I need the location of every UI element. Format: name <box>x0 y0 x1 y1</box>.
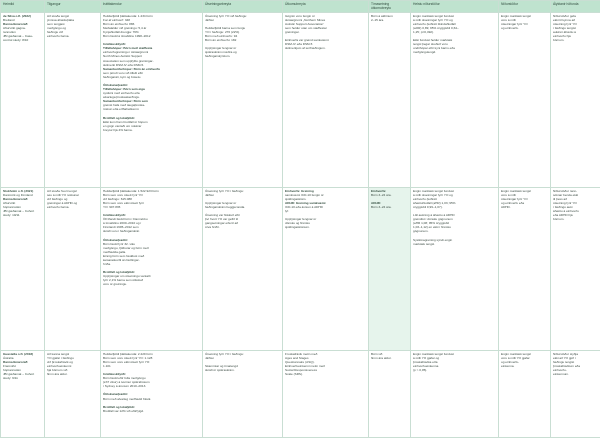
table-row <box>1 12 600 187</box>
cell-line: Engin marktæk tengsl fundust <box>413 14 496 18</box>
cell-line: á milli YO gjafar og <box>413 356 496 360</box>
cell-line: Afturvirkt gagna- <box>3 26 42 30</box>
cell-line: Einhverfa: Greining <box>285 189 366 193</box>
cell-line: gangsetningar eða til að <box>205 221 280 225</box>
cell-line: voru á milli <box>501 193 548 197</box>
cell-line: Þroskafrávik metin með <box>285 352 366 356</box>
cell-line: alvarlega þroskaskerðingu. <box>103 95 200 99</box>
study-cell <box>1 187 45 350</box>
cell-line: útsetningar fyrir YO <box>501 22 548 26</box>
cell-line: meðgöngu og <box>47 26 98 30</box>
cell-line: Heildarfjöldi þátttakenda: 1.234 börn <box>103 14 200 18</box>
cell-line: Tilfellahópur: Börn með staðfesta <box>103 46 200 50</box>
cell-line: einhverfu- <box>553 368 598 372</box>
cell-line: breytur hjá 4% barna. <box>103 128 200 132</box>
cell-line: sjúkraskrám mæðra og <box>205 50 280 54</box>
cell-line: Börn fædd eftir fulla meðgöngu <box>103 376 200 380</box>
cell-line: Að kanna tengsl <box>47 352 98 356</box>
cell-line: einkennum. <box>553 372 598 376</box>
cell-line: DSM-IV eða DSM-5 <box>285 42 366 46</box>
cell-line: við þroskafrávik og <box>47 360 98 364</box>
cell-line: Skammtar og tímalengd <box>205 364 280 368</box>
cell-line: einhverfu (leiðrétt <box>413 197 496 201</box>
cell-line: Ages and Stages <box>285 356 366 360</box>
study-cell <box>1 12 45 187</box>
cell-line: Börn sem voru ekki útsett fyrir YO: <box>103 360 200 364</box>
exposure-cell <box>203 12 283 187</box>
cell-line: study: 10/11 <box>3 213 42 217</box>
cell-line: gögnunum. <box>413 229 496 233</box>
cell-line: hóprannsókn <box>3 368 42 372</box>
cell-line: Börn sem voru útsett fyrir YO: 1.128 <box>103 356 200 360</box>
results-cell <box>499 187 551 350</box>
cell-line: Útsetning var flokkuð eftir <box>205 213 280 217</box>
cell-line: Einhverfa: <box>371 189 408 193</box>
cell-line: áhættu á einhverfu <box>553 209 598 213</box>
cell-line: Já/Nei <box>205 18 280 22</box>
cell-line: Börn við <box>371 352 408 356</box>
cell-line: fyrir 2,1% barna sem útilokuð <box>103 278 200 282</box>
conclusions-cell <box>551 350 600 437</box>
column-header-timing: Tímasetning útkomubreytu <box>369 1 411 13</box>
cell-line: til þess að <box>553 197 598 201</box>
cell-line: Útsetning fyrir YO við fæðingu: <box>205 14 280 18</box>
column-header-participants: Þátttakendur <box>101 1 203 13</box>
cell-line: Stokholm o.fl. (2021) <box>3 189 42 193</box>
cell-line: rannsókn <box>3 30 42 34</box>
purpose-cell <box>45 12 101 187</box>
cell-line: Börn með einhverfu: 94 <box>205 34 280 38</box>
main-findings-cell <box>411 350 499 437</box>
cell-line: Upplýsingar um útsetningu vantaði <box>103 274 200 278</box>
cell-line: Rannsóknarsnið: <box>3 360 42 364</box>
cell-line: Kynjahlutfall drengja: 76% <box>103 30 200 34</box>
cell-line: fæðingarskrám beggja landa. <box>205 205 280 209</box>
cell-line: Einhverfa var greind samkvæmt <box>285 38 366 42</box>
cell-line: control study: 8/10 <box>3 38 42 42</box>
column-header-main-findings: Helstu niðurstöður <box>411 1 499 13</box>
outcome-cell <box>283 12 369 187</box>
cell-line: hóprannsókn <box>3 205 42 209</box>
cell-line: Tilfellahópur: Börn sem eiga <box>103 87 200 91</box>
cell-line: Brottfall og lokafjöldi: <box>103 405 200 409</box>
cell-line: örva hríðir. <box>205 225 280 229</box>
exposure-cell <box>203 187 283 350</box>
cell-line: sóknar benda ekki <box>553 193 598 197</box>
cell-line: keisaraskurði án fæðingar- <box>103 258 200 262</box>
cell-line: við fæðingu: 615.088 <box>103 197 200 201</box>
cell-line: en gögn vantaði um nokkrar <box>103 124 200 128</box>
cell-line: (aOR) 0,89; 95% öryggisbil 0,64– <box>413 26 496 30</box>
cell-line: hjá börnum við <box>47 368 98 372</box>
cell-line: Afturvirkt <box>3 201 42 205</box>
cell-line: því hvort YO var gefið til <box>205 217 280 221</box>
cell-line: Börn án einhverfu: 182 <box>205 38 280 42</box>
cell-line: Útilokunarþættir: <box>103 238 200 242</box>
cell-line: Finnlandi 1995–2012 sem <box>103 225 200 229</box>
cell-line: (≥37 vikur) á tveimur sjúkrahúsum <box>103 380 200 384</box>
cell-line: greinst hafa með taugaþroska- <box>103 103 200 107</box>
column-header-conclusions: Ályktanir höfunda <box>551 1 600 13</box>
cell-line: Útilokunarþættir: <box>103 392 200 396</box>
cell-line: í Sydney á árunum 2010–2013. <box>103 384 200 388</box>
cell-line: YO í fæðingu: 276 (22%) <box>205 30 280 34</box>
timing-cell <box>369 350 411 437</box>
conclusions-cell <box>551 12 600 187</box>
outcome-cell <box>283 187 369 350</box>
cell-line: Útsetning fyrir YO í fæðingu: <box>205 189 280 193</box>
cell-line: ekki að YO gjöf í <box>553 356 598 360</box>
cell-line: séu á milli YO notkunar <box>47 193 98 197</box>
results-cell <box>499 350 551 437</box>
cell-line: á tímabilinu 2000–2010 og í <box>103 221 200 225</box>
cell-line: Börn án einhverfu: 886 <box>103 22 200 26</box>
conclusions-cell <box>551 187 600 350</box>
timing-cell <box>369 12 411 187</box>
cell-line: YO gjafar í fæðingu <box>47 356 98 360</box>
cell-line: meðgöngulengd. <box>413 50 496 54</box>
cell-line: Guastella o.fl. (2018) <box>3 352 42 356</box>
cell-line: voru á milli YO gjafar <box>501 356 548 360</box>
cell-line: ADHD: Greining samkvæmt <box>285 201 366 205</box>
cell-line: Útsetning fyrir YO í fæðingu: <box>205 352 280 356</box>
cell-line: Útilokunarþættir: <box>103 83 200 87</box>
cell-line: Einnig börn sem fæddust með <box>103 254 200 258</box>
cell-line: eða ADHD hjá <box>553 213 598 217</box>
purpose-cell <box>45 350 101 437</box>
cell-line: þroskafrávikum eða <box>553 364 598 368</box>
cell-line: Börn 3–24 ára. <box>371 193 408 197</box>
cell-line: Autistic Support Association“ <box>285 22 366 26</box>
cell-line: fæðingu tengist <box>553 360 598 364</box>
cell-line: við fæðingu og <box>47 197 98 201</box>
cell-line: einhverfu barna. <box>47 205 98 209</box>
cell-line: 1,03–1,12) en ekki í finnsku <box>413 225 496 229</box>
cell-line: 2–15 ára. <box>371 18 408 22</box>
table-row <box>1 187 600 350</box>
cell-line: röskun eða erfðaheilkenni. <box>103 107 200 111</box>
cell-line: og einhverfu eða <box>501 201 548 205</box>
cell-line: sjúklingaskránum. <box>285 225 366 229</box>
cell-line: skilmerki DSM-IV eða DSM-5. <box>103 63 200 67</box>
cell-line: Association sem uppfylltu greiningar- <box>103 59 200 63</box>
cell-line: þroskafrávika eða <box>413 360 496 364</box>
cell-line: fimm ára aldur. <box>47 372 98 376</box>
cell-line: Inntökuskilyrði: <box>103 213 200 217</box>
cell-line: börnum. <box>553 38 598 42</box>
cell-line: voru á milli <box>501 18 548 22</box>
cell-line: Questionnaire (ASQ). <box>285 360 366 364</box>
exposure-cell <box>203 350 283 437</box>
cell-line: Börn á aldrinum <box>371 14 408 18</box>
cell-line: Engin marktæk tengsl <box>501 352 548 356</box>
cell-line: Engin marktæk tengsl fundust <box>413 189 496 193</box>
purpose-cell <box>45 187 101 350</box>
cell-line: greiningar. <box>285 30 366 34</box>
cell-line: einhverfugreiningu í skráargrunni <box>103 50 200 54</box>
cell-line: North Mines Autistic Support <box>103 54 200 58</box>
cell-line: skráð voru í fæðingarskrár. <box>103 229 200 233</box>
cell-line: sjúklingaskrám. <box>285 197 366 201</box>
cell-line: einhverfueinkenni <box>47 364 98 368</box>
cell-line: sem tengjast <box>47 22 98 26</box>
cell-line: skráargrunni „Northern Mines <box>285 18 366 22</box>
cell-line: marktæk tengsl. <box>413 242 496 246</box>
cell-line: Bretland <box>3 18 42 22</box>
timing-cell <box>369 187 411 350</box>
cell-line: Að skoða hvort tengsl <box>47 189 98 193</box>
participants-cell <box>101 350 203 437</box>
cell-line: einhverfu hjá <box>553 34 598 38</box>
cell-line: Börn 3–24 ára. <box>371 205 408 209</box>
cell-line: Inntökuskilyrði: <box>103 42 200 46</box>
cell-line: ICD-10 eða ávísun á ADHD <box>285 205 366 209</box>
cell-line: Öll lifandi fædd börn í Danmörku <box>103 217 200 221</box>
cell-line: undirhópar eftir kyni barns eða <box>413 46 496 50</box>
cell-line: Brottfall og lokafjöldi: <box>103 116 200 120</box>
cell-line: Brottfall og lokafjöldi: <box>103 270 200 274</box>
column-header-exposure: Útsetningarbreyta <box>203 1 283 13</box>
cell-line: Samanburðarhópur: Börn sem <box>103 99 200 103</box>
cell-line: Social Responsiveness <box>285 368 366 372</box>
cell-line: öryggisbil 0,99–1,07). <box>413 205 496 209</box>
cell-line: Samanburðarhópur: Börn án einhverfu <box>103 67 200 71</box>
cell-line: lyf. <box>285 209 366 213</box>
cell-line: Börn með alvarleg meðfædd frávik. <box>103 397 200 401</box>
cell-line: YO: 907.835 <box>103 205 200 209</box>
cell-line: ADHD: <box>371 201 408 205</box>
cell-line: fimm ára aldur. <box>371 356 408 360</box>
cell-line: börnum. <box>553 217 598 221</box>
cell-line: ýmissa áhættuþátta <box>47 18 98 22</box>
table-header-row <box>1 1 600 13</box>
cell-line: samkvæmt ICD-10 fengin úr <box>285 193 366 197</box>
cell-line: voru úr greiningu. <box>103 282 200 286</box>
participants-cell <box>101 12 203 187</box>
cell-line: Engin marktæk tengsl <box>501 189 548 193</box>
cell-line: Framvirkt <box>3 364 42 368</box>
main-findings-cell <box>411 187 499 350</box>
cell-line: de Silva o.fl. (2022) <box>3 14 42 18</box>
cell-line: Inntökuskilyrði: <box>103 372 200 376</box>
cell-line: Börn fædd fyrir 32. viku <box>103 242 200 246</box>
column-header-purpose: Tilgangur <box>45 1 101 13</box>
cell-line: aukinni áhættu á <box>553 30 598 34</box>
outcome-cell <box>283 350 369 437</box>
cell-line: einhverfu barna. <box>47 34 98 38</box>
study-cell <box>1 350 45 437</box>
cell-line: Upplýsingar fengnar úr <box>205 46 280 50</box>
cell-line: Brottfall var 12% við eftirfylgd. <box>103 409 200 413</box>
cell-line: dönsku og finnsku <box>285 221 366 225</box>
cell-line: og einhverfu- <box>501 360 548 364</box>
cell-line: Að skoða tengsl <box>47 14 98 18</box>
cell-line: Börn fædd á tímabilinu 1998–2012 <box>103 34 200 38</box>
cell-line: systkini með einhverfu eða <box>103 91 200 95</box>
cell-line: Niðurstöður rann- <box>553 189 598 193</box>
cell-line: tengsl þegar skoðuð voru <box>413 42 496 46</box>
cell-line: Lítil aukning á áhættu á ADHD <box>413 213 496 217</box>
cell-line: ekki til kynna að <box>553 18 598 22</box>
column-header-source: Heimild <box>1 1 45 13</box>
cell-line: Ástralía <box>3 356 42 360</box>
cell-line: greindist í dönsku gögnunum <box>413 217 496 221</box>
cell-line: og einhverfu. <box>501 26 548 30</box>
cell-line: Ekki fundust heldur marktæk <box>413 38 496 42</box>
cell-line: Börn sem voru útsett fyrir YO <box>103 193 200 197</box>
cell-line: Upplýsingar fengnar úr <box>285 217 366 221</box>
cell-line: útsetning fyrir YO <box>553 201 598 205</box>
cell-line: Rannsóknarsnið: <box>3 197 42 201</box>
results-cell <box>499 12 551 187</box>
cell-line: fæðingu við <box>47 30 98 34</box>
cell-line: skráð úr sjúkraskrám. <box>205 368 280 372</box>
cell-line: Niðurstöður styðja <box>553 352 598 356</box>
column-header-results: Niðurstöður <box>499 1 551 13</box>
cell-line: 1.101 <box>103 364 200 368</box>
column-header-outcome: Útkomubreyta <box>283 1 369 13</box>
cell-line: Scale (SRS). <box>285 372 366 376</box>
cell-line: Börn sem voru ekki útsett fyrir <box>103 201 200 205</box>
cell-line: Engin marktæk tengsl fundust <box>413 352 496 356</box>
cell-line: útsetningar fyrir YO <box>501 197 548 201</box>
table-row <box>1 350 600 437</box>
cell-line: hríða. <box>103 262 200 266</box>
cell-line: (p > 0,05). <box>413 368 496 372</box>
participants-cell <box>101 187 203 350</box>
cell-line: Systkinagreining sýndi engin <box>413 238 496 242</box>
cell-line: í fæðingu auki <box>553 205 598 209</box>
cell-line: Engin marktæk tengsl <box>501 14 548 18</box>
cell-line: Já/Nei <box>205 193 280 197</box>
cell-line: einhverfu (leiðrétt líkindahlutfall <box>413 22 496 26</box>
cell-line: Heildarfjöldi þátttakenda: 1.522.923 börn <box>103 189 200 193</box>
cell-line: sem pöruð voru við tilfelli eftir <box>103 71 200 75</box>
cell-line: (aHR 1,08; 95% öryggisbil <box>413 221 496 225</box>
cell-line: Danmörk og Finnland <box>3 193 42 197</box>
cell-line: Upplýsingar fengnar úr <box>205 201 280 205</box>
cell-line: Heildarfjöldi þátttakenda: 2.229 börn <box>103 352 200 356</box>
cell-line: Heildarfjöldi barna sem fengu <box>205 26 280 30</box>
cell-line: Já/Nei <box>205 356 280 360</box>
main-findings-cell <box>411 12 499 187</box>
cell-line: einkenna. <box>501 364 548 368</box>
cell-line: einhverfueinkenna <box>413 364 496 368</box>
cell-line: meðfædda galla. <box>103 250 200 254</box>
cell-line: Gögnin voru fengin úr <box>285 14 366 18</box>
cell-line: sem heldur utan um staðfestar <box>285 26 366 30</box>
cell-line: í fæðingu tengist <box>553 26 598 30</box>
cell-line: JBI gæðamat – Cohort <box>3 209 42 213</box>
cell-line: 1,25; p=0,492). <box>413 30 496 34</box>
cell-line: á milli útsetningar fyrir YO og <box>413 193 496 197</box>
cell-line: study: 9/11 <box>3 376 42 380</box>
cell-line: JBI gæðamat – Case- <box>3 34 42 38</box>
cell-line: Meðalaldur við greiningu: 5,4 ár <box>103 26 200 30</box>
cell-line: á milli útsetningar fyrir YO og <box>413 18 496 22</box>
cell-line: Rannsóknarsnið: <box>3 22 42 26</box>
cell-line: Niðurstöður gefa <box>553 14 598 18</box>
cell-line: Þar af einhverf: 348 <box>103 18 200 22</box>
cell-line: Ekki kom fram brottfall úr hópum <box>103 120 200 124</box>
cell-line: fæðingarskýrslum. <box>205 54 280 58</box>
cell-line: greiningar á ADHD og <box>47 201 98 205</box>
cell-line: JBI gæðamat – Cohort <box>3 372 42 376</box>
cell-line: útsetning fyrir YO <box>553 22 598 26</box>
cell-line: fæðingarári, kyni og búsetu. <box>103 75 200 79</box>
cell-line: ADHD. <box>501 205 548 209</box>
cell-line: áhættuhlutfall (aHR) 1,03; 95% <box>413 201 496 205</box>
cell-line: Einhverfueinkenni metin með <box>285 364 366 368</box>
cell-line: skilmerkjum af sérfræðingum. <box>285 46 366 50</box>
cell-line: meðgöngu, fjölburar og börn með <box>103 246 200 250</box>
